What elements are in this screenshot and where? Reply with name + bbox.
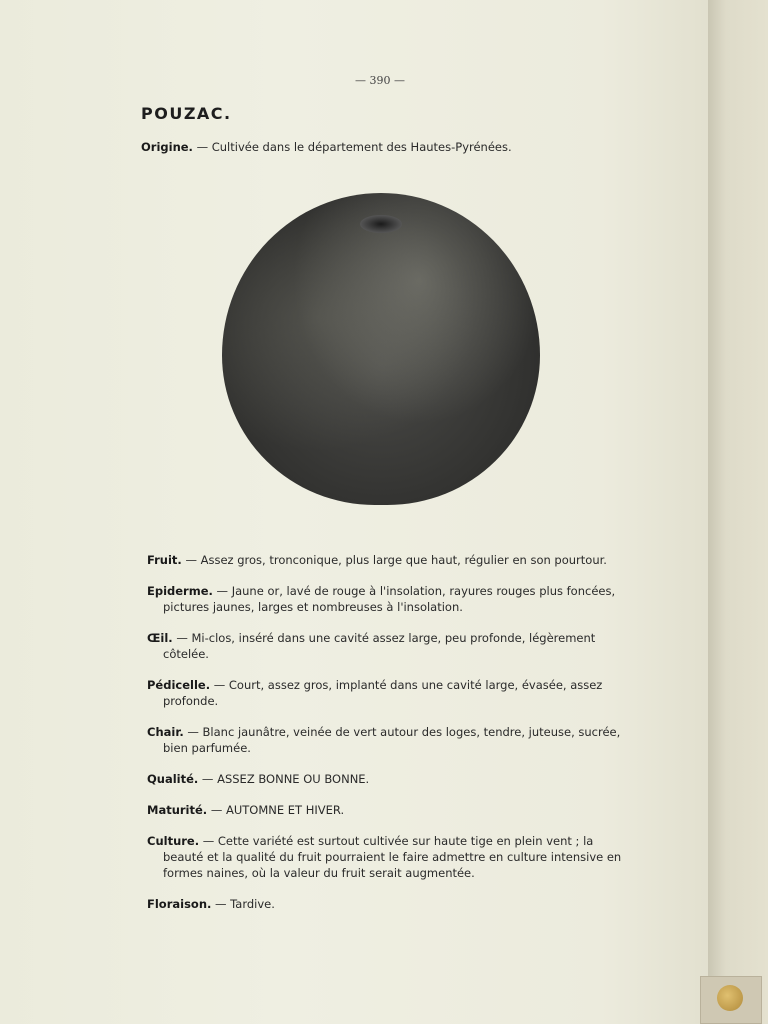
origin-line: [141, 140, 512, 154]
entry-label: Culture.: [147, 834, 200, 848]
entry-qualite: [147, 771, 622, 787]
entry-label: Floraison.: [147, 897, 212, 911]
origin-label: Origine.: [141, 140, 193, 154]
page-title: POUZAC.: [141, 104, 232, 123]
entry-label: Chair.: [147, 725, 184, 739]
page-number: — 390 —: [355, 74, 405, 87]
entry-floraison: [147, 896, 622, 912]
entry-label: Œil.: [147, 631, 173, 645]
apple-photo: [222, 193, 540, 505]
entry-text: — Assez gros, tronconique, plus large que haut, régulier en son pourtour.: [181, 553, 607, 567]
fruit-logo-icon: [717, 985, 743, 1011]
entry-fruit: [147, 552, 622, 568]
entry-text: — Blanc jaunâtre, veinée de vert autour des loges, tendre, juteuse, sucrée, bien parfumée.: [163, 725, 621, 755]
entry-chair: [147, 724, 622, 756]
entry-text: — Cette variété est surtout cultivée sur haute tige en plein vent ; la beauté et la qualité du fruit pourraient le faire admettre en culture intensive en formes naines, où la valeur du fruit serait augmentée.: [163, 834, 622, 880]
entry-pedicelle: [147, 677, 622, 709]
origin-text: — Cultivée dans le département des Hautes-Pyrénées.: [192, 140, 512, 154]
description-list: [147, 552, 622, 927]
entry-text: — Jaune or, lavé de rouge à l'insolation, rayures rouges plus foncées, pictures jaunes, larges et nombreuses à l'insolation.: [163, 584, 616, 614]
book-spine: [708, 0, 768, 1024]
entry-text: — Mi-clos, inséré dans une cavité assez large, peu profonde, légèrement côtelée.: [163, 631, 596, 661]
entry-maturite: [147, 802, 622, 818]
stem-cavity: [360, 215, 402, 233]
entry-text: — Tardive.: [211, 897, 275, 911]
entry-text: — ASSEZ BONNE OU BONNE.: [198, 772, 370, 786]
entry-label: Epiderme.: [147, 584, 213, 598]
entry-culture: [147, 833, 622, 881]
entry-oeil: [147, 630, 622, 662]
entry-label: Qualité.: [147, 772, 199, 786]
entry-label: Pédicelle.: [147, 678, 211, 692]
entry-label: Maturité.: [147, 803, 208, 817]
corner-thumbnail: [700, 976, 762, 1024]
entry-epiderme: [147, 583, 622, 615]
entry-text: — Court, assez gros, implanté dans une cavité large, évasée, assez profonde.: [163, 678, 603, 708]
entry-label: Fruit.: [147, 553, 182, 567]
entry-text: — AUTOMNE ET HIVER.: [207, 803, 345, 817]
